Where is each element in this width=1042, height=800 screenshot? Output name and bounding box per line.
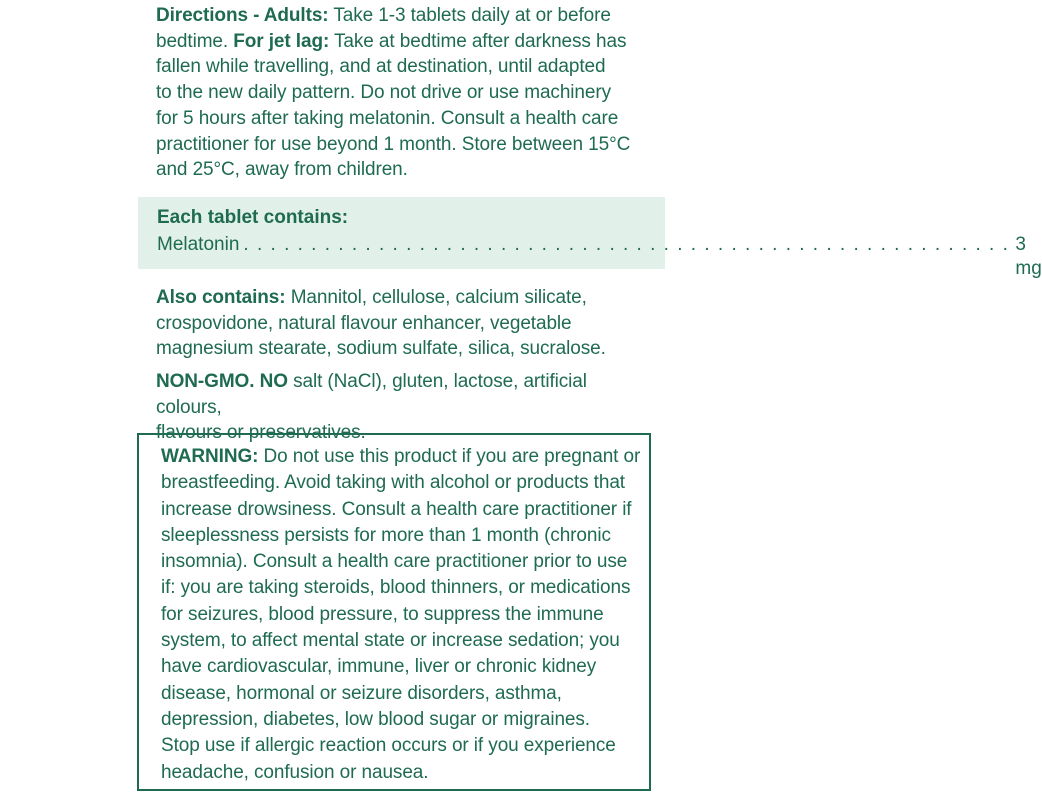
- warning-box: [137, 433, 651, 791]
- also-contains-label: Also contains:: [156, 287, 286, 308]
- ingredient-amount: 3 mg: [1015, 234, 1042, 279]
- non-gmo-text: salt (NaCl), gluten, lactose, artificial colours, flavours or preservatives.: [156, 371, 587, 444]
- warning-text: Do not use this product if you are pregnant or breastfeeding. Avoid taking with alcohol or products that increase drowsiness. Consult a health care practitioner if sleeplessness persists for more than 1 month (chronic insomnia). Consult a health care practitioner prior to use if: you are taking steroids, blood thinners, or medications for seizures, blood pressure, to suppress the immune system, to affect mental state or increase sedation; you have cardiovascular, immune, liver or chronic kidney disease, hormonal or seizure disorders, asthma, depression, diabetes, low blood sugar or migraines. Stop use if allergic reaction occurs or if you experience headache, confusion or nausea.: [161, 446, 641, 783]
- jet-lag-text: Take at bedtime after darkness has fallen while travelling, and at destination, until adapted to the new daily pattern. Do not drive or use machinery for 5 hours after taking melatonin. Consult a health care practitioner for use beyond 1 month. Store between 15°C and 25°C, away from children.: [156, 30, 631, 181]
- jet-lag-label: For jet lag:: [233, 30, 330, 52]
- also-contains-text: Mannitol, cellulose, calcium silicate, crospovidone, natural flavour enhancer, vegetable magnesium stearate, sodium sulfate, silica, sucralose.: [156, 287, 606, 360]
- directions-adults-label: Directions - Adults:: [156, 5, 329, 26]
- directions-adults-text: Take 1-3 tablets daily at or before bedtime.: [156, 5, 611, 52]
- ingredient-row: [157, 233, 1042, 281]
- ingredient-name: Melatonin: [157, 234, 240, 255]
- directions-paragraph: [156, 3, 656, 183]
- non-gmo-label: NON-GMO. NO: [156, 371, 288, 392]
- dot-leader: . . . . . . . . . . . . . . . . . . . . . . . . . . . . . . . . . . . . . . . . . . . . . . . . . . . . . . . . .: [243, 234, 1010, 255]
- warning-paragraph: [161, 444, 641, 786]
- tablet-contents-title: Each tablet contains:: [157, 207, 349, 228]
- warning-label: WARNING:: [161, 446, 259, 467]
- tablet-contents-panel: [138, 197, 1042, 279]
- also-contains-paragraph: [156, 285, 656, 362]
